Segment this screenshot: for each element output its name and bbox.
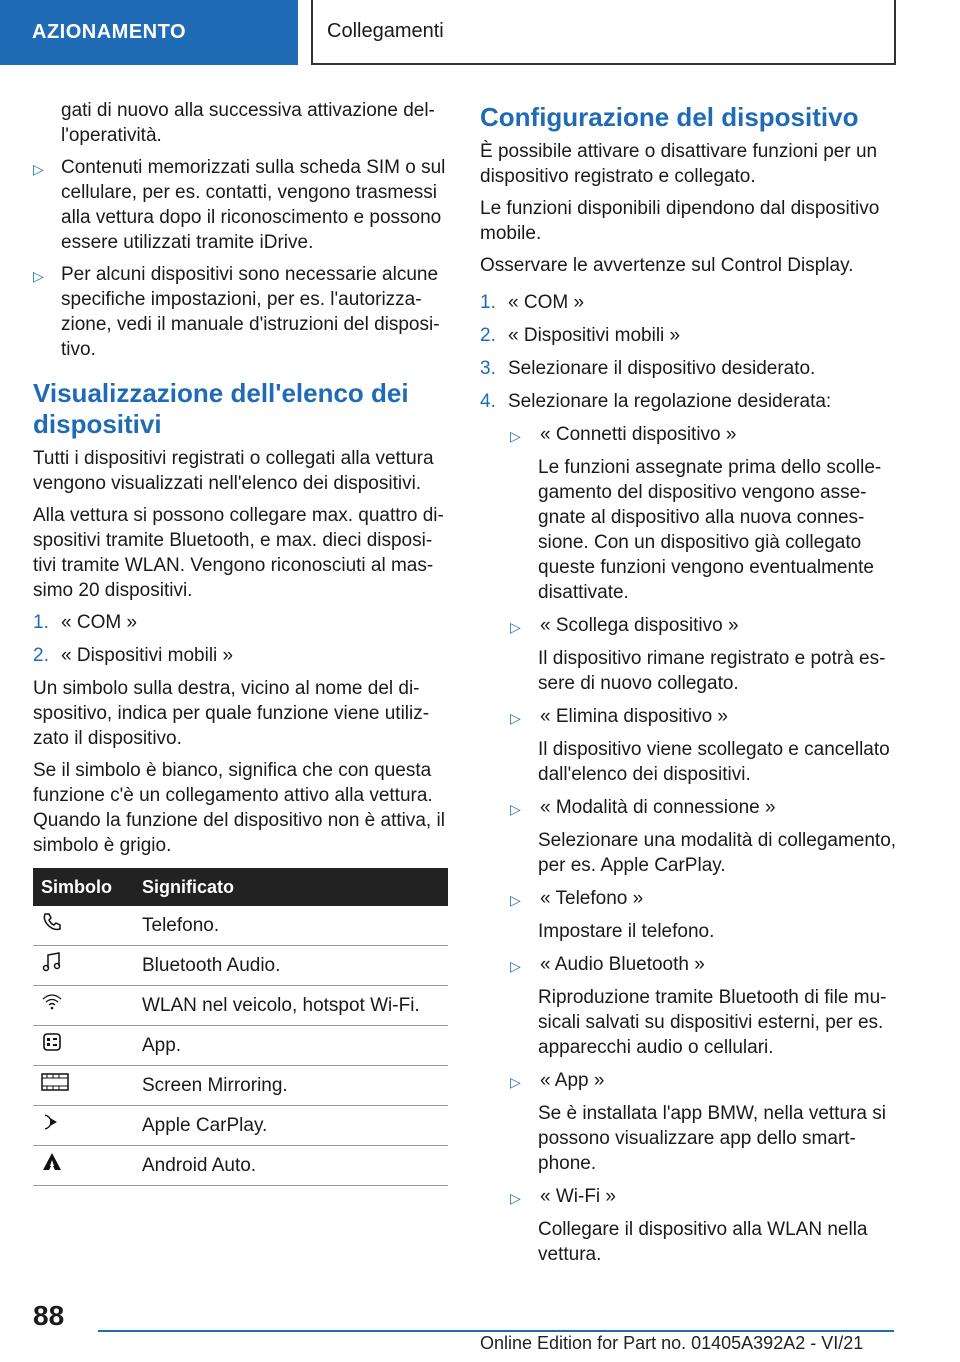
list-item: ▷ Per alcuni dispositivi sono necessarie alcune specifiche impostazioni, per es. l'autorizza-zione, vedi il manuale d'istruzioni del disposi-tivo. <box>33 264 440 360</box>
paragraph: Osservare le avvertenze sul Control Display. <box>480 255 854 276</box>
paragraph: Tutti i dispositivi registrati o collegati alla vettura vengono visualizzati nell'elenco dei dispositivi. <box>33 448 434 494</box>
option-description: Il dispositivo rimane registrato e potrà es-sere di nuovo collegato. <box>538 648 886 694</box>
chapter-tab <box>311 0 896 65</box>
section-heading: Configurazione del dispositivo <box>480 102 859 132</box>
footer-divider <box>98 1330 894 1332</box>
music-note-icon <box>41 951 63 973</box>
option-description: Le funzioni assegnate prima dello scolle-gamento del dispositivo vengono asse-gnate al dispositivo alla nuova connes-sione. Con un dispositivo già collegato queste funzioni vengono eventualmente disattivate. <box>538 457 882 603</box>
option-item: ▷ « Connetti dispositivo » <box>480 422 900 449</box>
table-row: Android Auto. <box>33 1146 448 1186</box>
wifi-icon <box>41 991 63 1013</box>
option-item: ▷ « App » <box>480 1068 900 1095</box>
table-row: WLAN nel veicolo, hotspot Wi-Fi. <box>33 986 448 1026</box>
page-number: 88 <box>33 1300 65 1331</box>
option-description: Selezionare una modalità di collegamento, per es. Apple CarPlay. <box>538 830 897 876</box>
option-item: ▷ « Wi-Fi » <box>480 1184 900 1211</box>
triangle-bullet-icon: ▷ <box>510 428 521 444</box>
app-icon <box>41 1031 63 1053</box>
triangle-bullet-icon: ▷ <box>510 619 521 635</box>
table-row: Bluetooth Audio. <box>33 946 448 986</box>
table-header: Significato <box>134 868 448 906</box>
option-item: ▷ « Audio Bluetooth » <box>480 952 900 979</box>
triangle-bullet-icon: ▷ <box>33 161 44 177</box>
section-tab <box>0 0 298 65</box>
option-item: ▷ « Modalità di connessione » <box>480 795 900 822</box>
option-description: Se è installata l'app BMW, nella vettura si possono visualizzare app dello smart-phone. <box>538 1103 886 1174</box>
table-header: Simbolo <box>33 868 134 906</box>
right-column <box>480 98 900 1275</box>
option-description: Il dispositivo viene scollegato e cancellato dall'elenco dei dispositivi. <box>538 739 890 785</box>
option-description: Collegare il dispositivo alla WLAN nella vettura. <box>538 1219 868 1265</box>
list-item: ▷ Contenuti memorizzati sulla scheda SIM o sul cellulare, per es. contatti, vengono trasmessi alla vettura dopo il riconoscimento e possono essere utilizzati tramite iDrive. <box>33 157 446 253</box>
left-column <box>33 98 448 1186</box>
step-item: 2. « Dispositivi mobili » <box>480 325 681 346</box>
phone-icon <box>41 911 63 933</box>
triangle-bullet-icon: ▷ <box>510 958 521 974</box>
option-description: Impostare il telefono. <box>538 921 715 942</box>
carplay-icon <box>41 1111 63 1133</box>
section-title: AZIONAMENTO <box>32 21 187 43</box>
paragraph: Le funzioni disponibili dipendono dal dispositivo mobile. <box>480 198 880 244</box>
table-row: App. <box>33 1026 448 1066</box>
option-description: Riproduzione tramite Bluetooth di file mu-sicali salvati su dispositivi esterni, per es. apparecchi audio o cellulari. <box>538 987 887 1058</box>
triangle-bullet-icon: ▷ <box>510 1074 521 1090</box>
intro-continuation: gati di nuovo alla successiva attivazione del-l'operatività. <box>61 100 435 146</box>
triangle-bullet-icon: ▷ <box>510 892 521 908</box>
triangle-bullet-icon: ▷ <box>510 801 521 817</box>
step-item: 1. « COM » <box>33 612 138 633</box>
option-item: ▷ « Elimina dispositivo » <box>480 704 900 731</box>
triangle-bullet-icon: ▷ <box>510 710 521 726</box>
table-row: Apple CarPlay. <box>33 1106 448 1146</box>
section-heading: Visualizzazione dell'elenco dei dispositivi <box>33 378 409 439</box>
edition-note: Online Edition for Part no. 01405A392A2 - VI/21 <box>480 1333 864 1353</box>
paragraph: Un simbolo sulla destra, vicino al nome del di-spositivo, indica per quale funzione viene utiliz-zato il dispositivo. <box>33 678 430 749</box>
paragraph: Se il simbolo è bianco, significa che con questa funzione c'è un collegamento attivo alla vettura. Quando la funzione del dispositivo non è attiva, il simbolo è grigio. <box>33 760 445 856</box>
table-row: Telefono. <box>33 906 448 946</box>
paragraph: È possibile attivare o disattivare funzioni per un dispositivo registrato e collegato. <box>480 141 878 187</box>
option-item: ▷ « Telefono » <box>480 886 900 913</box>
paragraph: Alla vettura si possono collegare max. quattro di-spositivi tramite Bluetooth, e max. dieci disposi-tivi tramite WLAN. Vengono riconosciuti al mas-simo 20 dispositivi. <box>33 505 444 601</box>
triangle-bullet-icon: ▷ <box>33 268 44 284</box>
screen-mirroring-icon <box>41 1071 69 1093</box>
option-item: ▷ « Scollega dispositivo » <box>480 613 900 640</box>
triangle-bullet-icon: ▷ <box>510 1190 521 1206</box>
step-item: 2. « Dispositivi mobili » <box>33 645 234 666</box>
step-item: 3. Selezionare il dispositivo desiderato. <box>480 358 816 379</box>
table-row: Screen Mirroring. <box>33 1066 448 1106</box>
chapter-title: Collegamenti <box>327 20 444 42</box>
step-item: 4. Selezionare la regolazione desiderata: <box>480 391 832 412</box>
android-auto-icon <box>41 1151 63 1173</box>
symbol-table <box>33 868 448 1186</box>
step-item: 1. « COM » <box>480 292 585 313</box>
